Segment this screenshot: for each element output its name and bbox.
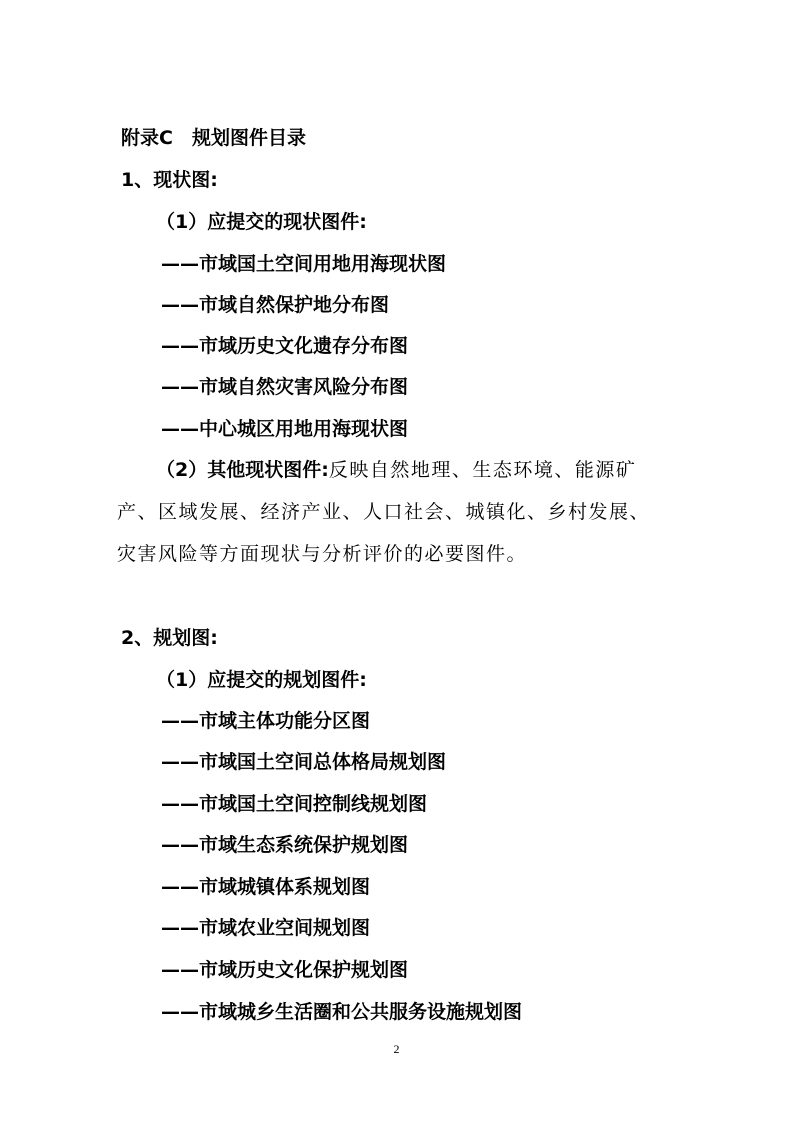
other-current-maps-line bbox=[156, 458, 636, 482]
list-item: ——市域主体功能分区图 bbox=[161, 710, 371, 732]
list-item: ——市域国土空间控制线规划图 bbox=[161, 793, 428, 815]
list-item: ——中心城区用地用海现状图 bbox=[161, 418, 409, 440]
list-item: ——市域农业空间规划图 bbox=[161, 917, 371, 939]
list-item: ——市域历史文化遗存分布图 bbox=[161, 335, 409, 357]
page-number: 2 bbox=[393, 1042, 400, 1056]
list-item: ——市域历史文化保护规划图 bbox=[161, 959, 409, 981]
subsection-heading-required-current-maps: （1）应提交的现状图件: bbox=[156, 211, 367, 233]
list-item: ——市域生态系统保护规划图 bbox=[161, 834, 409, 856]
paragraph-text: 产、区域发展、经济产业、人口社会、城镇化、乡村发展、 bbox=[117, 501, 651, 523]
appendix-title: 附录C 规划图件目录 bbox=[121, 127, 306, 149]
list-item: ——市域城镇体系规划图 bbox=[161, 876, 371, 898]
list-item: ——市域国土空间用地用海现状图 bbox=[161, 253, 447, 275]
section-heading-current-maps: 1、现状图: bbox=[121, 169, 218, 191]
subsection-heading-required-planning-maps: （1）应提交的规划图件: bbox=[156, 669, 367, 691]
list-item: ——市域城乡生活圈和公共服务设施规划图 bbox=[161, 1001, 523, 1023]
subsection-heading-other-current-maps: （2）其他现状图件: bbox=[156, 459, 329, 481]
list-item: ——市域自然保护地分布图 bbox=[161, 294, 390, 316]
list-item: ——市域国土空间总体格局规划图 bbox=[161, 751, 447, 773]
paragraph-text: 反映自然地理、生态环境、能源矿 bbox=[328, 459, 637, 481]
paragraph-text: 灾害风险等方面现状与分析评价的必要图件。 bbox=[117, 543, 528, 565]
section-heading-planning-maps: 2、规划图: bbox=[121, 627, 218, 649]
list-item: ——市域自然灾害风险分布图 bbox=[161, 376, 409, 398]
